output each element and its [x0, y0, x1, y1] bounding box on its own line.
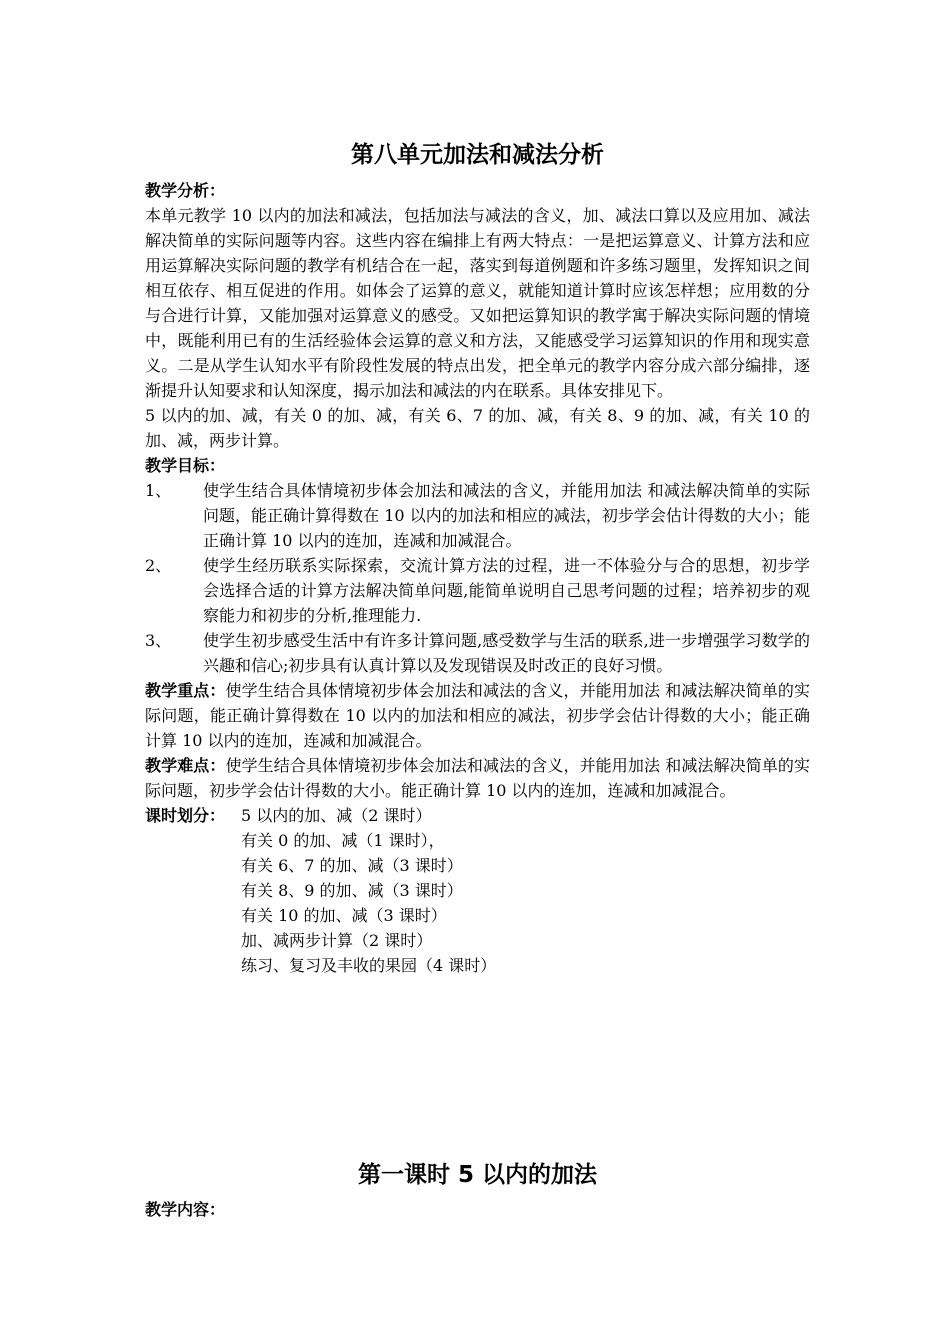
goal-item: [145, 478, 810, 553]
schedule-line: 加、减两步计算（2 课时）: [241, 931, 433, 950]
document-body: [145, 178, 810, 978]
schedule-line: 有关 10 的加、减（3 课时）: [241, 906, 447, 925]
lesson-content-heading: 教学内容：: [145, 1200, 226, 1219]
page-title: 第八单元加法和减法分析: [351, 142, 604, 168]
goals-heading: 教学目标：: [145, 456, 226, 475]
goal-item: [145, 628, 810, 678]
goal-text: 使学生结合具体情境初步体会加法和减法的含义，并能用加法 和减法解决简单的实际问题，能正确计算得数在 10 以内的加法和相应的减法，初步学会估计得数的大小；能正确计算 10 以内的连加，连减和加减混合。: [203, 481, 810, 550]
key-points-paragraph: [145, 678, 810, 753]
schedule-line: 练习、复习及丰收的果园（4 课时）: [241, 956, 497, 975]
goal-number: 1、: [145, 481, 172, 500]
analysis-heading: 教学分析：: [145, 181, 226, 200]
schedule-block: [145, 803, 810, 978]
key-points-text: 使学生结合具体情境初步体会加法和减法的含义，并能用加法 和减法解决简单的实际问题，能正确计算得数在 10 以内的加法和相应的减法，初步学会估计得数的大小；能正确计算 10 以内的连加，连减和加减混合。: [145, 681, 810, 750]
goal-text: 使学生初步感受生活中有许多计算问题,感受数学与生活的联系,进一步增强学习数学的兴趣和信心;初步具有认真计算以及发现错误及时改正的良好习惯。: [203, 631, 810, 675]
goal-number: 2、: [145, 556, 172, 575]
arrangement-paragraph: 5 以内的加、减，有关 0 的加、减，有关 6、7 的加、减，有关 8、9 的加、减，有关 10 的加、减，两步计算。: [145, 406, 810, 450]
difficulties-paragraph: [145, 753, 810, 803]
lesson-title: 第一课时 5 以内的加法: [357, 1162, 598, 1188]
schedule-line: 有关 8、9 的加、减（3 课时）: [241, 881, 463, 900]
schedule-line: 有关 0 的加、减（1 课时），: [241, 831, 445, 850]
schedule-line: 有关 6、7 的加、减（3 课时）: [241, 856, 463, 875]
goal-item: [145, 553, 810, 628]
schedule-line: 5 以内的加、减（2 课时）: [241, 806, 432, 825]
analysis-paragraph: 本单元教学 10 以内的加法和减法，包括加法与减法的含义，加、减法口算以及应用加、减法解决简单的实际问题等内容。这些内容在编排上有两大特点：一是把运算意义、计算方法和应用运算解决实际问题的教学有机结合在一起，落实到每道例题和许多练习题里，发挥知识之间相互依存、相互促进的作用。如体会了运算的意义，就能知道计算时应该怎样想；应用数的分与合进行计算，又能加强对运算意义的感受。又如把运算知识的教学寓于解决实际问题的情境中，既能利用已有的生活经验体会运算的意义和方法，又能感受学习运算知识的作用和现实意义。二是从学生认知水平有阶段性发展的特点出发，把全单元的教学内容分成六部分编排，逐渐提升认知要求和认知深度，揭示加法和减法的内在联系。具体安排见下。: [145, 206, 810, 400]
difficulties-label: 教学难点：: [145, 756, 226, 775]
goal-text: 使学生经历联系实际探索，交流计算方法的过程，进一不体验分与合的思想，初步学会选择合适的计算方法解决简单问题,能简单说明自己思考问题的过程；培养初步的观察能力和初步的分析,推理能力.: [203, 556, 810, 625]
difficulties-text: 使学生结合具体情境初步体会加法和减法的含义，并能用加法 和减法解决简单的实际问题，初步学会估计得数的大小。能正确计算 10 以内的连加，连减和加减混合。: [145, 756, 810, 800]
schedule-list: [241, 803, 496, 978]
schedule-label: 课时划分：: [145, 806, 226, 825]
goal-number: 3、: [145, 631, 172, 650]
key-points-label: 教学重点：: [145, 681, 226, 700]
